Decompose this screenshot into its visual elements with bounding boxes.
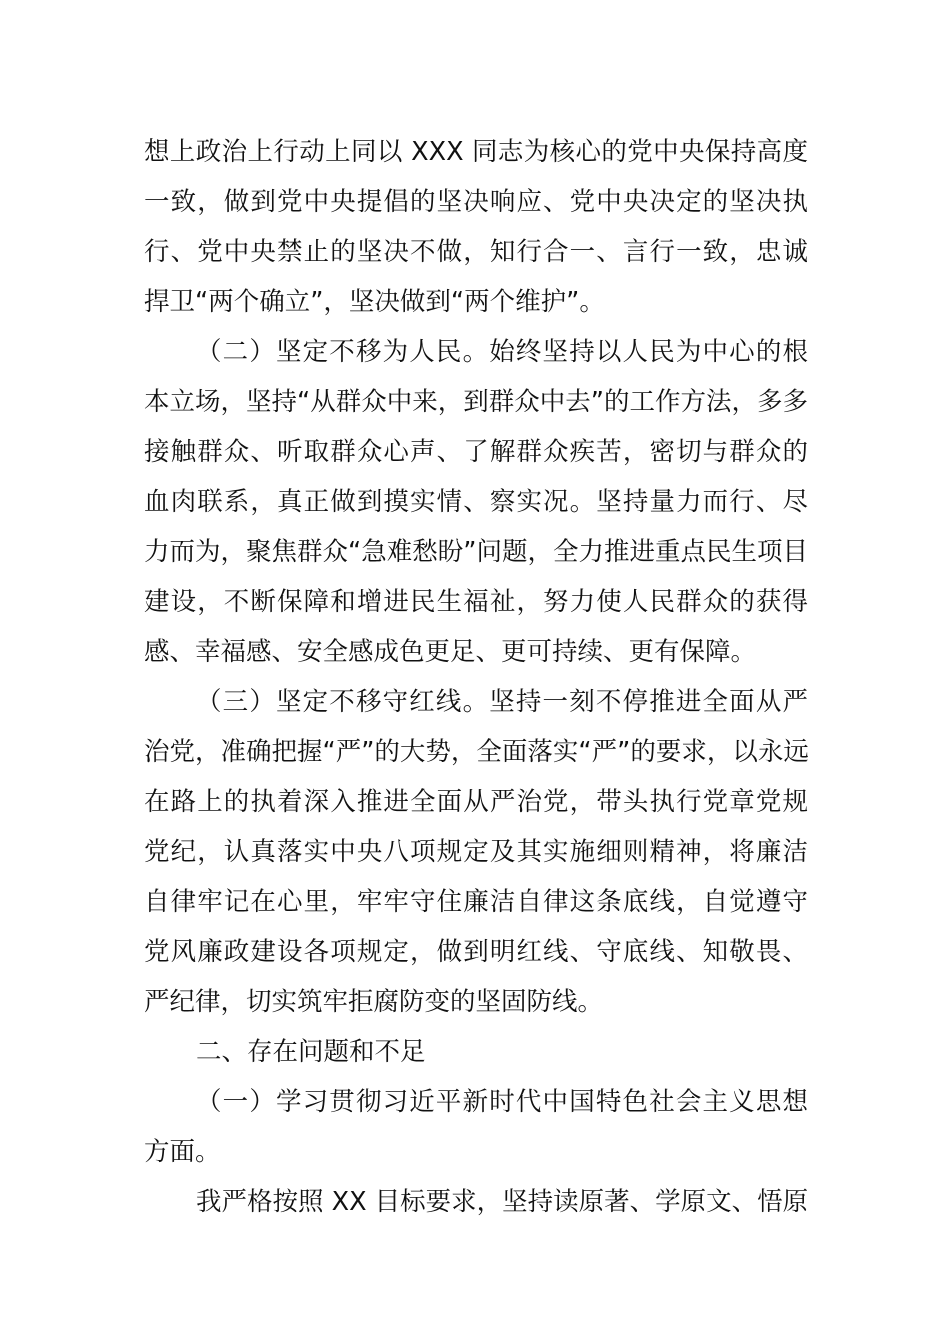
text-line: 一致，做到党中央提倡的坚决响应、党中央决定的坚决执 <box>144 187 808 217</box>
text-line: 建设，不断保障和增进民生福祉，努力使人民群众的获得 <box>144 587 808 617</box>
text-line: 想上政治上行动上同以 XXX 同志为核心的党中央保持高度 <box>144 137 808 167</box>
text-line: 接触群众、听取群众心声、了解群众疾苦，密切与群众的 <box>144 437 808 467</box>
text-line: 行、党中央禁止的坚决不做，知行合一、言行一致，忠诚 <box>144 237 808 267</box>
text-line: 自律牢记在心里，牢牢守住廉洁自律这条底线，自觉遵守 <box>144 887 808 917</box>
text-line: 方面。 <box>144 1137 221 1167</box>
text-line: 感、幸福感、安全感成色更足、更可持续、更有保障。 <box>144 637 757 667</box>
text-line: 力而为，聚焦群众“急难愁盼”问题，全力推进重点民生项目 <box>144 537 808 567</box>
text-line: 严纪律，切实筑牢拒腐防变的坚固防线。 <box>144 987 604 1017</box>
text-line: （三）坚定不移守红线。坚持一刻不停推进全面从严 <box>196 687 808 717</box>
text-line: 党纪，认真落实中央八项规定及其实施细则精神，将廉洁 <box>144 837 808 867</box>
section-heading: 二、存在问题和不足 <box>196 1037 426 1067</box>
text-line: （二）坚定不移为人民。始终坚持以人民为中心的根 <box>196 337 808 367</box>
text-line: 血肉联系，真正做到摸实情、察实况。坚持量力而行、尽 <box>144 487 808 517</box>
text-line: 党风廉政建设各项规定，做到明红线、守底线、知敬畏、 <box>144 937 808 967</box>
text-line: 治党，准确把握“严”的大势，全面落实“严”的要求，以永远 <box>144 737 809 767</box>
document-body <box>144 127 808 1227</box>
text-line: 在路上的执着深入推进全面从严治党，带头执行党章党规 <box>144 787 808 817</box>
subsection-heading: （一）学习贯彻习近平新时代中国特色社会主义思想 <box>196 1087 808 1117</box>
text-line: 本立场，坚持“从群众中来，到群众中去”的工作方法，多多 <box>144 387 808 417</box>
text-line: 捍卫“两个确立”，坚决做到“两个维护”。 <box>144 287 605 317</box>
text-line: 我严格按照 XX 目标要求，坚持读原著、学原文、悟原 <box>196 1187 809 1217</box>
